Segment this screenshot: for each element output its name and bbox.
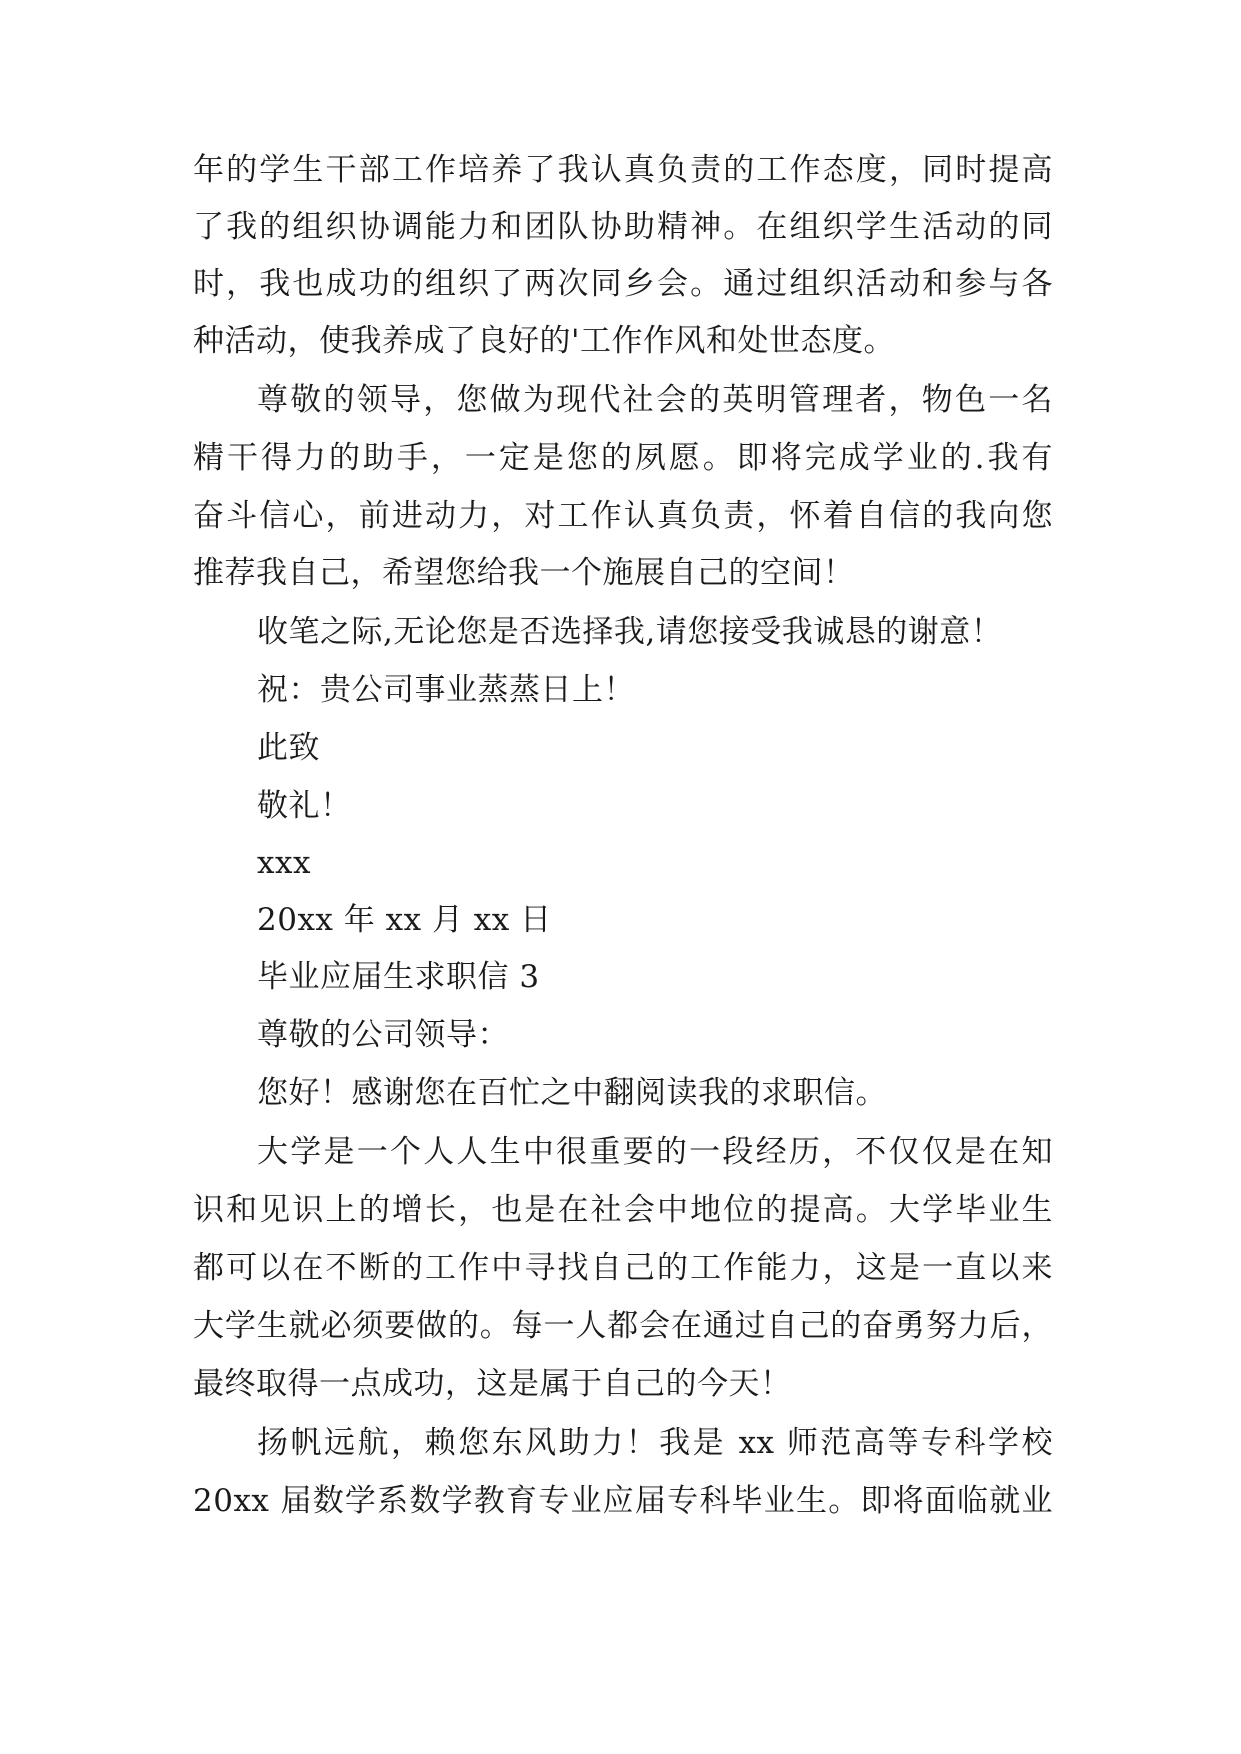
text-line: 敬礼！ [257, 788, 352, 824]
text-line: 20xx 届数学系数学教育专业应届专科毕业生。即将面临就业 [193, 1483, 1053, 1519]
text-line: 毕业应届生求职信 3 [257, 959, 540, 995]
text-line: 祝：贵公司事业蒸蒸日上！ [257, 672, 635, 708]
text-line: 大学生就必须要做的。每一人都会在通过自己的奋勇努力后， [193, 1308, 1053, 1344]
text-line: 尊敬的领导，您做为现代社会的英明管理者，物色一名 [257, 382, 1053, 418]
text-line: 了我的组织协调能力和团队协助精神。在组织学生活动的同 [193, 209, 1053, 245]
text-line: 20xx 年 xx 月 xx 日 [257, 902, 552, 938]
text-line: 年的学生干部工作培养了我认真负责的工作态度，同时提高 [193, 152, 1053, 188]
text-line: 尊敬的公司领导： [257, 1017, 509, 1053]
text-line: 最终取得一点成功，这是属于自己的今天！ [193, 1366, 792, 1402]
text-line: 推荐我自己，希望您给我一个施展自己的空间！ [193, 555, 855, 591]
text-line: 您好！感谢您在百忙之中翻阅读我的求职信。 [257, 1075, 887, 1111]
text-line: 收笔之际,无论您是否选择我,请您接受我诚恳的谢意！ [257, 614, 1003, 650]
text-line: 此致 [257, 730, 320, 766]
text-line: 精干得力的助手，一定是您的夙愿。即将完成学业的.我有 [193, 440, 1053, 476]
text-line: 奋斗信心，前进动力，对工作认真负责，怀着自信的我向您 [193, 498, 1053, 534]
text-line: 种活动，使我养成了良好的'工作作风和处世态度。 [193, 323, 896, 359]
text-line: 识和见识上的增长，也是在社会中地位的提高。大学毕业生 [193, 1192, 1053, 1228]
text-line: 扬帆远航，赖您东风助力！我是 xx 师范高等专科学校 [257, 1425, 1053, 1461]
text-line: 都可以在不断的工作中寻找自己的工作能力，这是一直以来 [193, 1250, 1053, 1286]
text-line: 大学是一个人人生中很重要的一段经历，不仅仅是在知 [257, 1134, 1053, 1170]
text-line: xxx [257, 845, 311, 881]
text-line: 时，我也成功的组织了两次同乡会。通过组织活动和参与各 [193, 266, 1053, 302]
